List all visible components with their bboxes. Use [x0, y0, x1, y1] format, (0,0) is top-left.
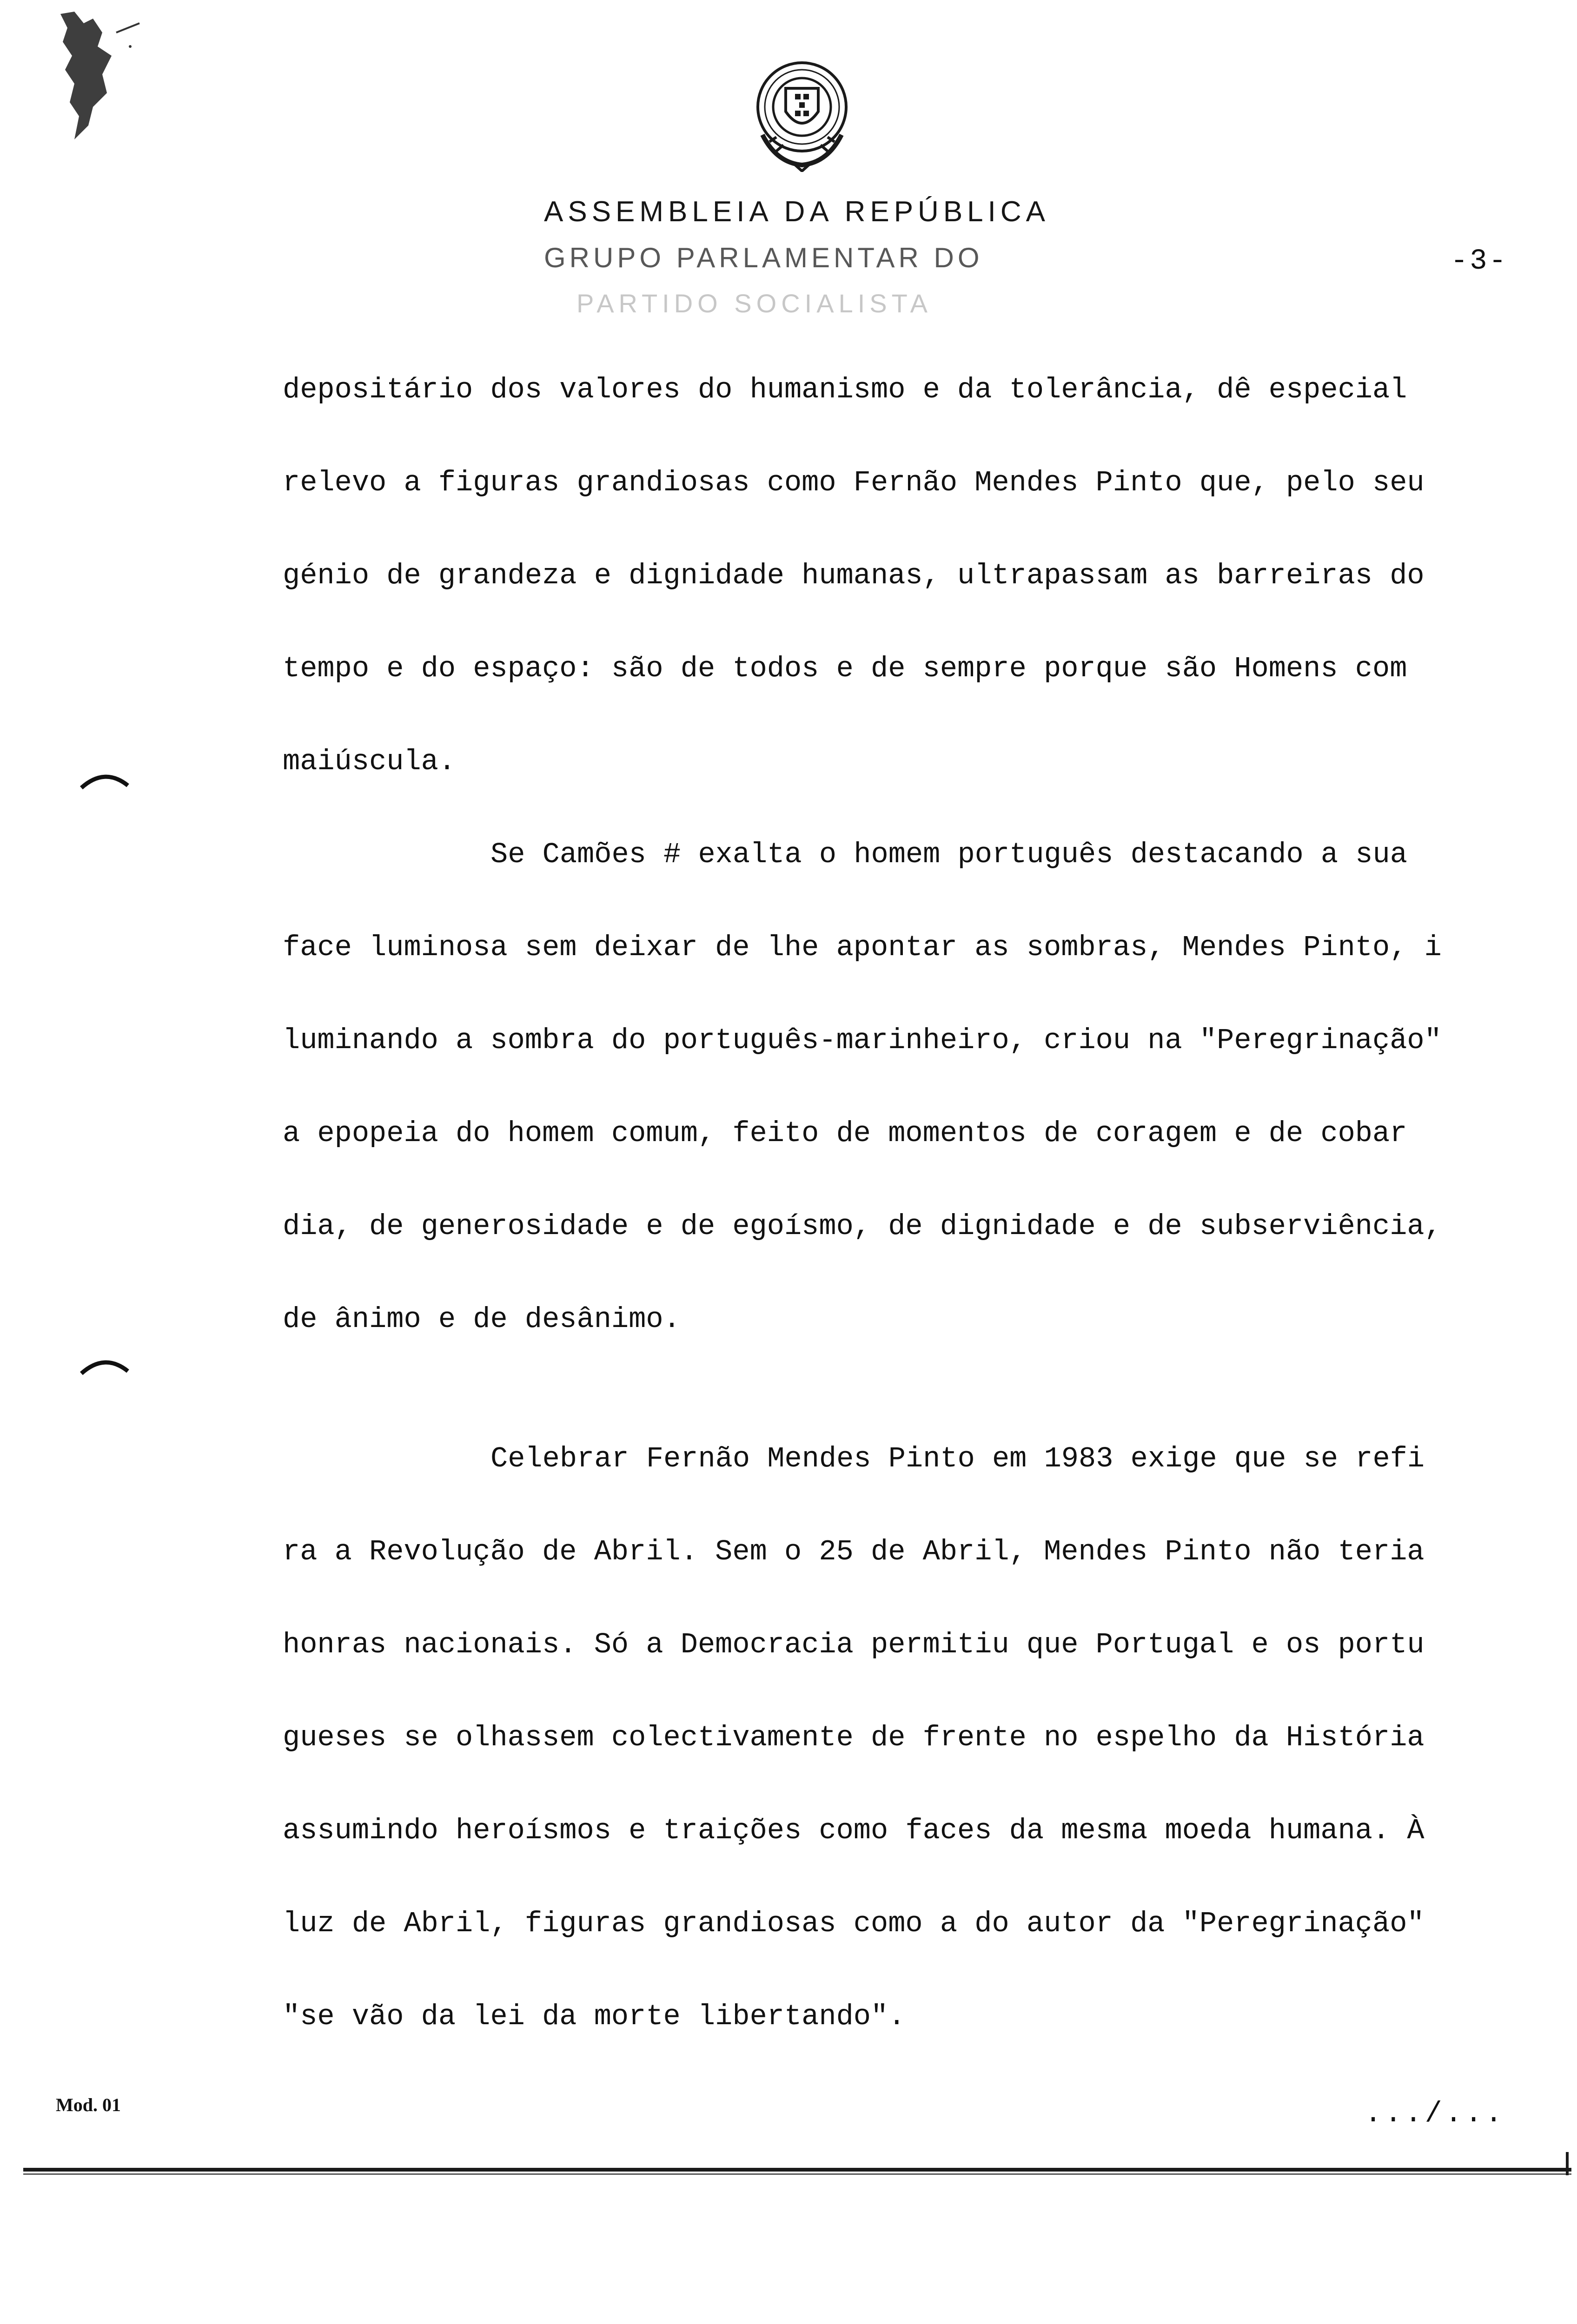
- form-model-label: Mod. 01: [56, 2094, 121, 2115]
- body-line: dia, de generosidade e de egoísmo, de dignidade e de subserviência,: [283, 1210, 1442, 1243]
- bottom-rule-thin: [23, 2173, 1571, 2175]
- body-line: de ânimo e de desânimo.: [283, 1303, 681, 1336]
- parliamentary-group-title: GRUPO PARLAMENTAR DO: [544, 242, 983, 273]
- continuation-marker: .../...: [1365, 2097, 1505, 2130]
- punch-hole-mark-icon: [79, 1357, 130, 1376]
- body-line: "se vão da lei da morte libertando".: [283, 2000, 906, 2033]
- body-line: relevo a figuras grandiosas como Fernão Mendes Pinto que, pelo seu: [283, 466, 1425, 499]
- punch-hole-mark-icon: [79, 772, 130, 790]
- body-line: a epopeia do homem comum, feito de momentos de coragem e de cobar: [283, 1117, 1407, 1150]
- body-line: luz de Abril, figuras grandiosas como a do autor da "Peregrinação": [283, 1907, 1425, 1940]
- bottom-rule: [23, 2168, 1571, 2172]
- body-line: depositário dos valores do humanismo e da tolerância, dê especial: [283, 373, 1407, 406]
- body-line: ra a Revolução de Abril. Sem o 25 de Abril, Mendes Pinto não teria: [283, 1535, 1425, 1568]
- party-name-faded: PARTIDO SOCIALISTA: [576, 289, 933, 318]
- body-line: Se Camões # exalta o homem português destacando a sua: [490, 838, 1407, 871]
- institution-title: ASSEMBLEIA DA REPÚBLICA: [544, 196, 1050, 228]
- ink-smudge-icon: [46, 5, 149, 144]
- body-line: honras nacionais. Só a Democracia permitiu que Portugal e os portu: [283, 1628, 1425, 1661]
- body-line: génio de grandeza e dignidade humanas, ultrapassam as barreiras do: [283, 559, 1425, 592]
- body-line: luminando a sombra do português-marinheiro, criou na "Peregrinação": [283, 1024, 1442, 1057]
- body-line: tempo e do espaço: são de todos e de sempre porque são Homens com: [283, 652, 1407, 685]
- body-line: gueses se olhassem colectivamente de frente no espelho da História: [283, 1721, 1425, 1754]
- coat-of-arms-icon: [749, 56, 855, 172]
- page-number: -3-: [1451, 244, 1508, 277]
- body-line: assumindo heroísmos e traições como faces da mesma moeda humana. À: [283, 1814, 1425, 1847]
- rule-end-mark: [1566, 2152, 1569, 2175]
- body-line: Celebrar Fernão Mendes Pinto em 1983 exige que se refi: [490, 1442, 1425, 1475]
- body-line: face luminosa sem deixar de lhe apontar as sombras, Mendes Pinto, i: [283, 931, 1442, 964]
- body-line: maiúscula.: [283, 745, 456, 778]
